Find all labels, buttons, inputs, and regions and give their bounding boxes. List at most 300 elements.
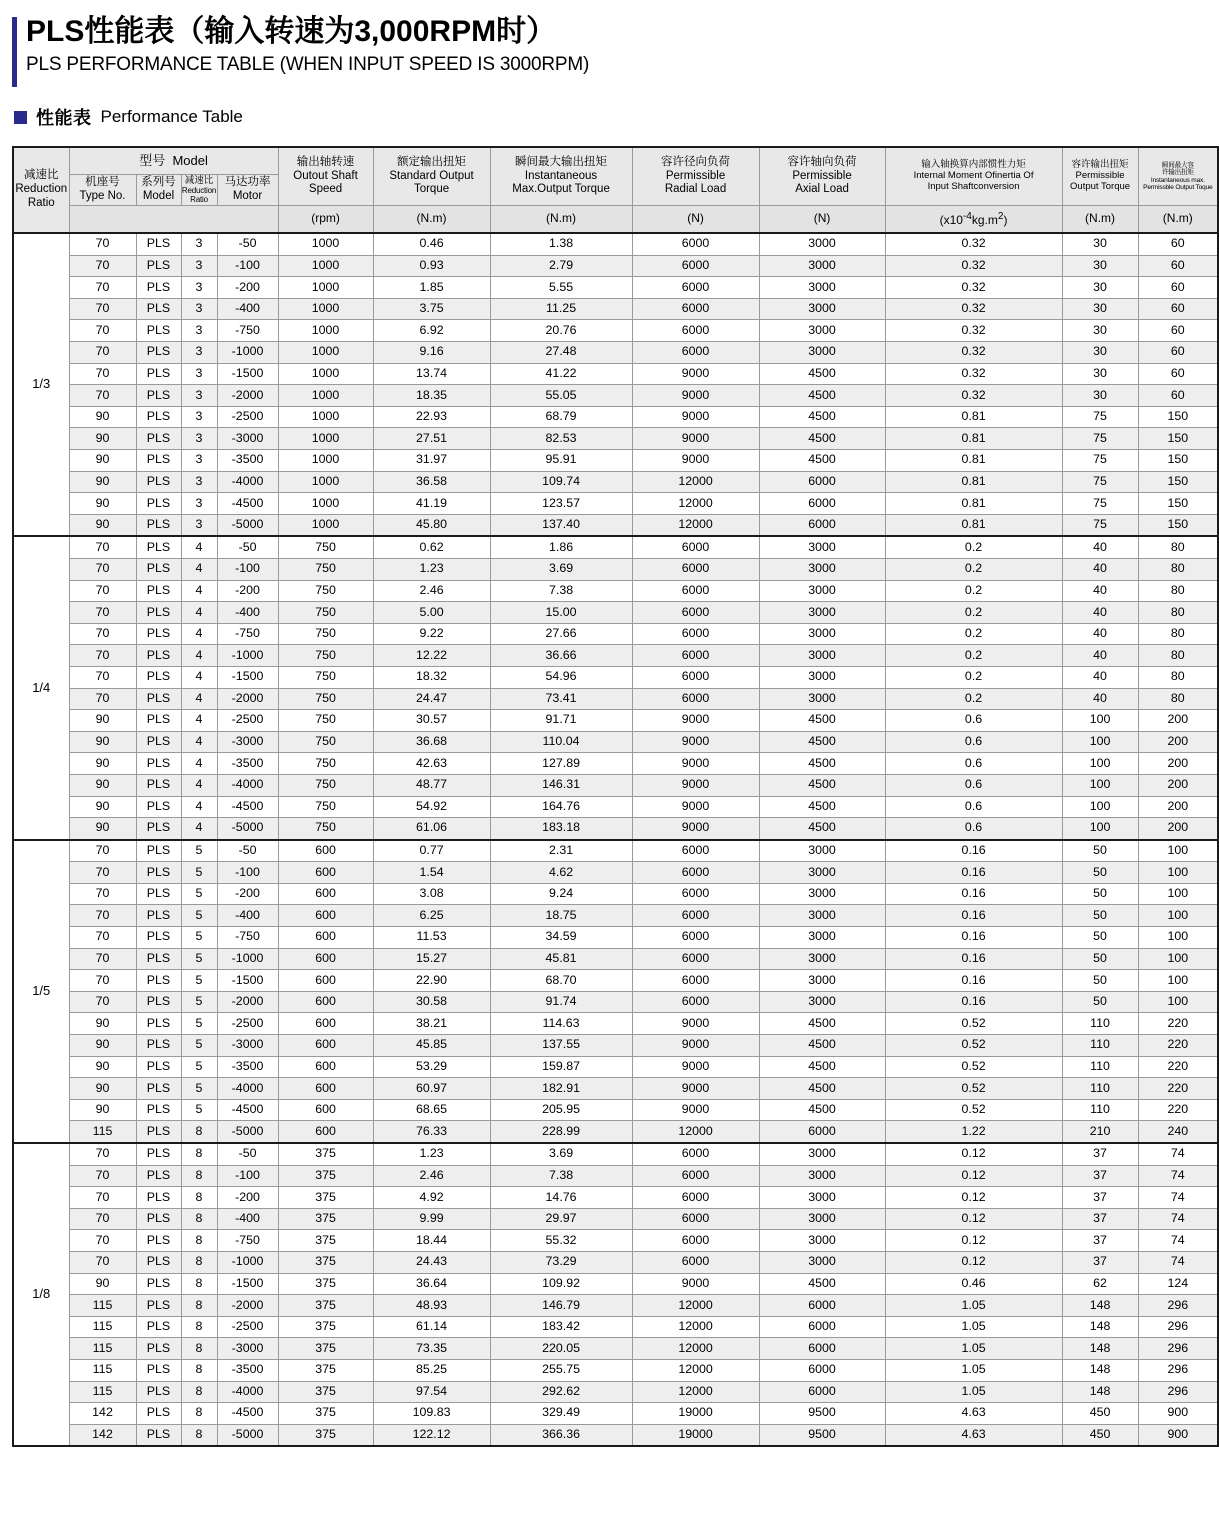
cell-motor: -750 [217,320,278,342]
cell-permissible-output-torque: 110 [1062,1099,1138,1121]
cell-model: PLS [136,1273,181,1295]
cell-axial-load: 4500 [759,1013,885,1035]
cell-inertia: 0.16 [885,948,1062,970]
cell-axial-load: 6000 [759,514,885,536]
cell-inertia: 0.16 [885,883,1062,905]
cell-radial-load: 12000 [632,471,759,493]
table-row [13,342,1218,364]
cell-permissible-output-torque: 100 [1062,753,1138,775]
cell-max-output-torque: 137.55 [490,1035,632,1057]
cell-standard-torque: 6.92 [373,320,490,342]
unit-axial-load: (N) [759,206,885,234]
cell-output-speed: 375 [278,1295,373,1317]
cell-axial-load: 4500 [759,774,885,796]
table-row [13,1035,1218,1057]
unit-max-torque: (N.m) [490,206,632,234]
cell-permissible-output-torque: 75 [1062,428,1138,450]
cell-motor: -50 [217,233,278,255]
cell-max-output-torque: 255.75 [490,1359,632,1381]
cell-permissible-output-torque: 148 [1062,1316,1138,1338]
cell-inst-permissible-output-torque: 100 [1138,970,1218,992]
cell-type-no: 70 [69,602,136,624]
header-en1: Outout Shaft [293,169,358,182]
cell-model: PLS [136,298,181,320]
cell-output-speed: 1000 [278,342,373,364]
cell-inertia: 0.32 [885,363,1062,385]
cell-sub-reduction-ratio: 8 [181,1338,217,1360]
cell-max-output-torque: 73.41 [490,688,632,710]
cell-permissible-output-torque: 50 [1062,970,1138,992]
cell-sub-reduction-ratio: 4 [181,623,217,645]
cell-model: PLS [136,970,181,992]
cell-axial-load: 3000 [759,602,885,624]
cell-model: PLS [136,1165,181,1187]
title-accent-bar [12,17,17,87]
cell-model: PLS [136,796,181,818]
cell-model: PLS [136,1143,181,1165]
table-row [13,731,1218,753]
cell-axial-load: 4500 [759,428,885,450]
cell-radial-load: 9000 [632,753,759,775]
header-en2: Ratio [190,194,208,204]
cell-axial-load: 3000 [759,342,885,364]
cell-max-output-torque: 329.49 [490,1403,632,1425]
cell-type-no: 70 [69,233,136,255]
table-row [13,493,1218,515]
cell-motor: -3500 [217,1056,278,1078]
cell-radial-load: 12000 [632,1121,759,1143]
cell-radial-load: 6000 [632,1230,759,1252]
table-row [13,385,1218,407]
cell-axial-load: 3000 [759,905,885,927]
cell-max-output-torque: 11.25 [490,298,632,320]
cell-type-no: 70 [69,1230,136,1252]
header-cn: 瞬间最大输出扭矩 [515,155,608,168]
cell-motor: -3000 [217,1035,278,1057]
cell-inst-permissible-output-torque: 80 [1138,602,1218,624]
cell-axial-load: 3000 [759,1187,885,1209]
cell-max-output-torque: 36.66 [490,645,632,667]
cell-standard-torque: 30.58 [373,991,490,1013]
cell-standard-torque: 36.64 [373,1273,490,1295]
table-row [13,450,1218,472]
cell-radial-load: 9000 [632,450,759,472]
header-en2: Input Shaftconversion [927,181,1020,193]
cell-max-output-torque: 183.42 [490,1316,632,1338]
cell-inertia: 1.22 [885,1121,1062,1143]
cell-radial-load: 6000 [632,927,759,949]
cell-radial-load: 6000 [632,840,759,862]
cell-sub-reduction-ratio: 5 [181,1078,217,1100]
table-row [13,602,1218,624]
cell-sub-reduction-ratio: 8 [181,1187,217,1209]
cell-permissible-output-torque: 100 [1062,774,1138,796]
header-en: Model [142,190,175,203]
cell-axial-load: 4500 [759,385,885,407]
cell-standard-torque: 60.97 [373,1078,490,1100]
cell-axial-load: 6000 [759,1381,885,1403]
header-row-main [13,147,1218,175]
cell-sub-reduction-ratio: 4 [181,580,217,602]
cell-motor: -5000 [217,1121,278,1143]
cell-radial-load: 6000 [632,688,759,710]
cell-max-output-torque: 15.00 [490,602,632,624]
cell-standard-torque: 11.53 [373,927,490,949]
cell-motor: -1500 [217,1273,278,1295]
cell-model: PLS [136,536,181,558]
cell-sub-reduction-ratio: 5 [181,927,217,949]
reduction-ratio-cell: 1/5 [13,840,69,1143]
cell-model: PLS [136,840,181,862]
cell-inst-permissible-output-torque: 74 [1138,1165,1218,1187]
cell-standard-torque: 12.22 [373,645,490,667]
cell-model: PLS [136,1295,181,1317]
table-row [13,1143,1218,1165]
cell-type-no: 70 [69,970,136,992]
cell-type-no: 70 [69,1251,136,1273]
cell-axial-load: 3000 [759,233,885,255]
cell-radial-load: 6000 [632,233,759,255]
header-en2: Speed [308,183,343,196]
cell-axial-load: 3000 [759,580,885,602]
table-row [13,1187,1218,1209]
cell-motor: -3000 [217,428,278,450]
cell-sub-reduction-ratio: 8 [181,1295,217,1317]
cell-max-output-torque: 68.70 [490,970,632,992]
cell-output-speed: 375 [278,1143,373,1165]
cell-output-speed: 600 [278,1078,373,1100]
cell-standard-torque: 1.23 [373,558,490,580]
cell-output-speed: 750 [278,536,373,558]
unit-standard-torque: (N.m) [373,206,490,234]
cell-type-no: 70 [69,1208,136,1230]
cell-max-output-torque: 18.75 [490,905,632,927]
cell-inertia: 0.52 [885,1056,1062,1078]
cell-output-speed: 1000 [278,277,373,299]
cell-axial-load: 3000 [759,536,885,558]
cell-inst-permissible-output-torque: 60 [1138,342,1218,364]
cell-standard-torque: 45.80 [373,514,490,536]
cell-output-speed: 1000 [278,233,373,255]
cell-output-speed: 1000 [278,363,373,385]
header-en2: Max.Output Torque [512,183,610,196]
header-en2: Output Torque [1070,181,1131,193]
cell-output-speed: 750 [278,602,373,624]
cell-model: PLS [136,1381,181,1403]
cell-standard-torque: 18.35 [373,385,490,407]
cell-sub-reduction-ratio: 8 [181,1316,217,1338]
cell-type-no: 115 [69,1295,136,1317]
cell-permissible-output-torque: 75 [1062,493,1138,515]
cell-model: PLS [136,623,181,645]
cell-output-speed: 600 [278,1099,373,1121]
cell-sub-reduction-ratio: 4 [181,536,217,558]
cell-inst-permissible-output-torque: 80 [1138,688,1218,710]
table-row [13,1013,1218,1035]
table-row [13,948,1218,970]
header-en: Type No. [79,190,126,203]
cell-standard-torque: 36.58 [373,471,490,493]
cell-permissible-output-torque: 40 [1062,602,1138,624]
cell-radial-load: 6000 [632,883,759,905]
cell-inertia: 0.12 [885,1208,1062,1230]
cell-permissible-output-torque: 75 [1062,471,1138,493]
cell-axial-load: 6000 [759,1359,885,1381]
cell-sub-reduction-ratio: 3 [181,342,217,364]
cell-motor: -750 [217,1230,278,1252]
cell-type-no: 142 [69,1424,136,1446]
cell-radial-load: 6000 [632,948,759,970]
cell-max-output-torque: 95.91 [490,450,632,472]
cell-sub-reduction-ratio: 3 [181,320,217,342]
cell-inertia: 0.12 [885,1187,1062,1209]
cell-sub-reduction-ratio: 3 [181,298,217,320]
cell-inst-permissible-output-torque: 296 [1138,1359,1218,1381]
cell-inst-permissible-output-torque: 200 [1138,774,1218,796]
cell-inst-permissible-output-torque: 74 [1138,1251,1218,1273]
cell-radial-load: 6000 [632,905,759,927]
cell-radial-load: 6000 [632,1143,759,1165]
cell-sub-reduction-ratio: 8 [181,1121,217,1143]
cell-inertia: 1.05 [885,1316,1062,1338]
cell-output-speed: 1000 [278,385,373,407]
cell-type-no: 70 [69,1187,136,1209]
cell-max-output-torque: 146.79 [490,1295,632,1317]
table-row [13,1403,1218,1425]
cell-permissible-output-torque: 40 [1062,536,1138,558]
cell-model: PLS [136,428,181,450]
table-row [13,905,1218,927]
cell-inertia: 1.05 [885,1338,1062,1360]
cell-max-output-torque: 123.57 [490,493,632,515]
table-row [13,970,1218,992]
cell-sub-reduction-ratio: 5 [181,883,217,905]
cell-output-speed: 600 [278,1013,373,1035]
cell-radial-load: 9000 [632,731,759,753]
cell-inst-permissible-output-torque: 100 [1138,927,1218,949]
cell-max-output-torque: 127.89 [490,753,632,775]
cell-sub-reduction-ratio: 8 [181,1273,217,1295]
cell-sub-reduction-ratio: 4 [181,645,217,667]
cell-permissible-output-torque: 30 [1062,342,1138,364]
cell-max-output-torque: 27.48 [490,342,632,364]
col-header-model-group [69,147,278,175]
col-header-axial-load [759,147,885,206]
cell-motor: -2500 [217,406,278,428]
cell-output-speed: 600 [278,840,373,862]
cell-motor: -200 [217,1187,278,1209]
cell-standard-torque: 53.29 [373,1056,490,1078]
cell-radial-load: 12000 [632,1295,759,1317]
cell-standard-torque: 15.27 [373,948,490,970]
cell-output-speed: 375 [278,1359,373,1381]
cell-sub-reduction-ratio: 8 [181,1359,217,1381]
table-row [13,796,1218,818]
cell-inertia: 0.46 [885,1273,1062,1295]
table-row [13,406,1218,428]
table-row [13,1381,1218,1403]
cell-standard-torque: 31.97 [373,450,490,472]
unit-inertia [885,206,1062,234]
table-row [13,623,1218,645]
cell-model: PLS [136,1251,181,1273]
cell-inertia: 0.6 [885,818,1062,840]
cell-standard-torque: 42.63 [373,753,490,775]
header-en: Model [172,152,208,168]
cell-inst-permissible-output-torque: 150 [1138,450,1218,472]
cell-standard-torque: 0.77 [373,840,490,862]
cell-inertia: 0.12 [885,1230,1062,1252]
cell-standard-torque: 3.08 [373,883,490,905]
header-cn: 容许径向负荷 [661,155,731,168]
cell-permissible-output-torque: 30 [1062,298,1138,320]
table-row [13,1359,1218,1381]
cell-inst-permissible-output-torque: 150 [1138,428,1218,450]
cell-axial-load: 4500 [759,710,885,732]
cell-standard-torque: 1.23 [373,1143,490,1165]
cell-type-no: 70 [69,991,136,1013]
unit-permissible-output-torque: (N.m) [1062,206,1138,234]
cell-permissible-output-torque: 148 [1062,1381,1138,1403]
unit-radial-load: (N) [632,206,759,234]
cell-radial-load: 6000 [632,1187,759,1209]
cell-radial-load: 9000 [632,385,759,407]
cell-sub-reduction-ratio: 3 [181,493,217,515]
cell-type-no: 90 [69,1273,136,1295]
cell-output-speed: 600 [278,970,373,992]
cell-output-speed: 600 [278,1056,373,1078]
cell-max-output-torque: 55.05 [490,385,632,407]
cell-permissible-output-torque: 450 [1062,1424,1138,1446]
cell-permissible-output-torque: 40 [1062,645,1138,667]
cell-sub-reduction-ratio: 3 [181,385,217,407]
cell-model: PLS [136,450,181,472]
table-row [13,883,1218,905]
cell-inst-permissible-output-torque: 220 [1138,1099,1218,1121]
cell-permissible-output-torque: 50 [1062,905,1138,927]
cell-inst-permissible-output-torque: 60 [1138,277,1218,299]
cell-max-output-torque: 1.86 [490,536,632,558]
cell-max-output-torque: 205.95 [490,1099,632,1121]
cell-output-speed: 600 [278,883,373,905]
cell-radial-load: 19000 [632,1403,759,1425]
cell-inst-permissible-output-torque: 220 [1138,1056,1218,1078]
header-cn: 输入轴换算内部惯性力矩 [921,159,1026,171]
cell-radial-load: 9000 [632,428,759,450]
cell-model: PLS [136,385,181,407]
cell-axial-load: 4500 [759,363,885,385]
cell-inertia: 0.32 [885,277,1062,299]
cell-model: PLS [136,991,181,1013]
cell-model: PLS [136,580,181,602]
cell-permissible-output-torque: 450 [1062,1403,1138,1425]
cell-inertia: 0.32 [885,320,1062,342]
cell-sub-reduction-ratio: 5 [181,1099,217,1121]
cell-standard-torque: 61.14 [373,1316,490,1338]
cell-inst-permissible-output-torque: 74 [1138,1230,1218,1252]
cell-inertia: 0.52 [885,1013,1062,1035]
cell-inst-permissible-output-torque: 74 [1138,1208,1218,1230]
cell-sub-reduction-ratio: 3 [181,363,217,385]
cell-model: PLS [136,558,181,580]
cell-motor: -400 [217,905,278,927]
cell-permissible-output-torque: 40 [1062,558,1138,580]
cell-standard-torque: 30.57 [373,710,490,732]
table-row [13,471,1218,493]
cell-inertia: 0.2 [885,602,1062,624]
table-row [13,645,1218,667]
cell-output-speed: 1000 [278,320,373,342]
cell-standard-torque: 18.32 [373,666,490,688]
cell-inertia: 0.2 [885,558,1062,580]
cell-output-speed: 600 [278,927,373,949]
header-en2: Ratio [27,196,55,209]
cell-permissible-output-torque: 110 [1062,1013,1138,1035]
cell-output-speed: 1000 [278,514,373,536]
table-row [13,1078,1218,1100]
cell-sub-reduction-ratio: 8 [181,1403,217,1425]
cell-max-output-torque: 73.29 [490,1251,632,1273]
table-row [13,255,1218,277]
cell-model: PLS [136,948,181,970]
cell-motor: -50 [217,536,278,558]
header-cn: 型号 [139,152,166,168]
cell-radial-load: 6000 [632,320,759,342]
cell-inst-permissible-output-torque: 80 [1138,645,1218,667]
cell-inst-permissible-output-torque: 100 [1138,948,1218,970]
cell-axial-load: 3000 [759,862,885,884]
cell-type-no: 90 [69,514,136,536]
cell-standard-torque: 22.90 [373,970,490,992]
cell-axial-load: 6000 [759,471,885,493]
table-row [13,1165,1218,1187]
header-cn1: 瞬间最大容 [1161,161,1194,169]
cell-output-speed: 750 [278,710,373,732]
table-row [13,363,1218,385]
table-row [13,298,1218,320]
cell-type-no: 90 [69,1099,136,1121]
cell-model: PLS [136,774,181,796]
cell-sub-reduction-ratio: 8 [181,1208,217,1230]
table-row [13,818,1218,840]
cell-max-output-torque: 228.99 [490,1121,632,1143]
cell-standard-torque: 109.83 [373,1403,490,1425]
cell-radial-load: 6000 [632,991,759,1013]
cell-axial-load: 4500 [759,1056,885,1078]
cell-inertia: 0.12 [885,1143,1062,1165]
cell-inst-permissible-output-torque: 200 [1138,731,1218,753]
cell-inst-permissible-output-torque: 60 [1138,363,1218,385]
table-row [13,428,1218,450]
cell-type-no: 70 [69,277,136,299]
cell-sub-reduction-ratio: 8 [181,1424,217,1446]
cell-type-no: 115 [69,1381,136,1403]
cell-type-no: 70 [69,948,136,970]
cell-sub-reduction-ratio: 5 [181,948,217,970]
cell-type-no: 90 [69,406,136,428]
cell-radial-load: 9000 [632,363,759,385]
cell-model: PLS [136,255,181,277]
cell-output-speed: 1000 [278,493,373,515]
cell-inst-permissible-output-torque: 900 [1138,1403,1218,1425]
cell-motor: -4000 [217,1381,278,1403]
cell-radial-load: 9000 [632,1078,759,1100]
cell-motor: -3500 [217,450,278,472]
col-header-inst-permissible-output-torque [1138,147,1218,206]
cell-permissible-output-torque: 75 [1062,406,1138,428]
cell-radial-load: 9000 [632,818,759,840]
cell-inst-permissible-output-torque: 150 [1138,406,1218,428]
